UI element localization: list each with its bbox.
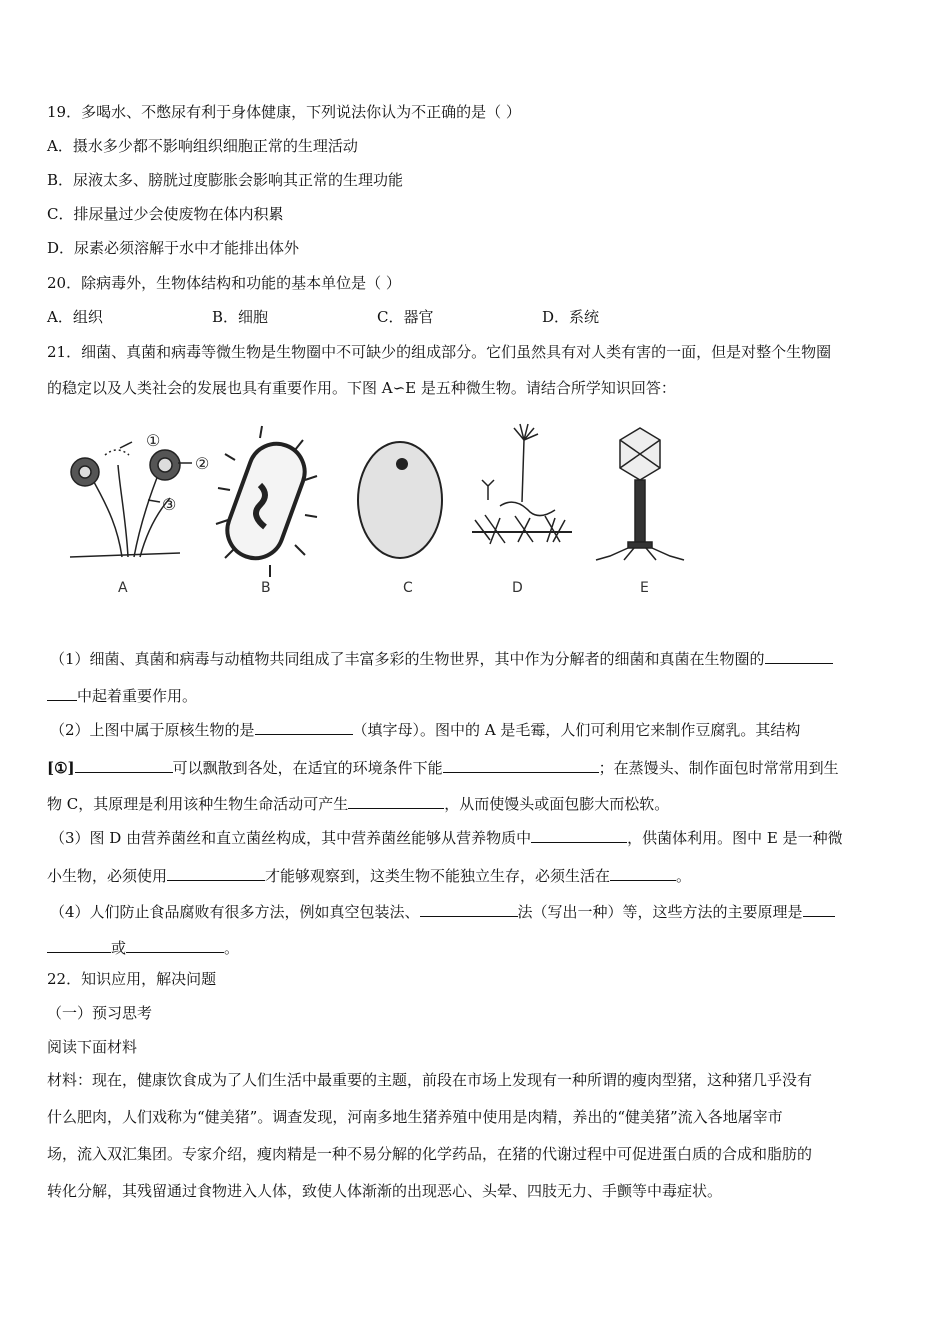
answer-blank-1a[interactable]: [765, 647, 833, 664]
q20-option-d: D．系统: [542, 308, 600, 326]
q21-part2-line3: [47, 792, 669, 814]
q22-read-label: 阅读下面材料: [47, 1038, 138, 1056]
q21-intro-line1: 21．细菌、真菌和病毒等微生物是生物圈中不可缺少的组成部分。它们虽然具有对人类有害的一面，但是对整个生物圈: [47, 343, 832, 361]
q21-part4-text-3: 或: [111, 939, 127, 957]
q21-part3-text-4: 才能够观察到，这类生物不能独立生存，必须生活在: [265, 867, 611, 885]
q21-part3-text-3: 小生物，必须使用: [47, 867, 168, 885]
answer-blank-2b[interactable]: [75, 756, 173, 773]
q22-material-line4: 转化分解，其残留通过食物进入人体，致使人体渐渐的出现恶心、头晕、四肢无力、手颤等中毒症状。: [47, 1182, 723, 1200]
q22-material-line2: 什么肥肉，人们戏称为“健美猪”。调查发现，河南多地生猪养殖中使用是肉精，养出的“健美猪”流入各地屠宰市: [47, 1108, 783, 1126]
q21-part2-text-4: ；在蒸馒头、制作面包时常常用到生: [598, 759, 839, 777]
q21-part4-text-1: （4）人们防止食品腐败有很多方法，例如真空包装法、: [50, 903, 420, 921]
q21-part2-text-6: ，从而使馒头或面包膨大而松软。: [444, 795, 670, 813]
answer-blank-1b[interactable]: [47, 684, 77, 701]
microorganism-figure: [60, 420, 720, 605]
q20-option-b: B．细胞: [212, 308, 269, 326]
answer-blank-3a[interactable]: [531, 826, 627, 843]
q21-part3-line2: [47, 864, 691, 886]
caption-c: C: [403, 580, 413, 596]
answer-blank-3b[interactable]: [167, 864, 265, 881]
q21-part3-text-5: 。: [676, 867, 692, 885]
microorganism-drawings: [60, 420, 720, 605]
q22-title: 22．知识应用，解决问题: [47, 970, 217, 988]
q21-part2-line2: [47, 756, 839, 778]
answer-blank-3c[interactable]: [610, 864, 676, 881]
answer-blank-2d[interactable]: [348, 792, 444, 809]
penicillium-drawing-d: [472, 424, 572, 544]
marker-3: ③: [162, 495, 177, 514]
q21-part3-line1: [50, 826, 843, 848]
caption-a: A: [118, 580, 128, 596]
q20-option-c: C．器官: [377, 308, 434, 326]
marker-1: ①: [146, 431, 161, 450]
q22-material-line1: 材料：现在，健康饮食成为了人们生活中最重要的主题，前段在市场上发现有一种所谓的瘦肉型猪，这种猪几乎没有: [47, 1071, 813, 1089]
q22-subtitle: （一）预习思考: [47, 1004, 153, 1022]
q21-part4-text-4: 。: [224, 939, 240, 957]
structure-marker: [①]: [47, 759, 75, 777]
q19-option-b: B．尿液太多、膀胱过度膨胀会影响其正常的生理功能: [47, 171, 404, 189]
q21-intro-line2: 的稳定以及人类社会的发展也具有重要作用。下图 A∽E 是五种微生物。请结合所学知识回答：: [47, 379, 676, 397]
q19-option-a: A．摄水多少都不影响组织细胞正常的生理活动: [47, 137, 358, 155]
q21-part1-line2: [47, 684, 197, 706]
q21-part4-line2: [47, 936, 239, 958]
answer-blank-2a[interactable]: [255, 718, 353, 735]
q22-material-line3: 场，流入双汇集团。专家介绍，瘦肉精是一种不易分解的化学药品，在猪的代谢过程中可促进蛋白质的合成和脂肪的: [47, 1145, 813, 1163]
caption-e: E: [640, 580, 649, 596]
yeast-drawing-c: [358, 442, 442, 558]
caption-b: B: [261, 580, 271, 596]
q19-option-d: D．尿素必须溶解于水中才能排出体外: [47, 239, 300, 257]
q19-stem: 19．多喝水、不憋尿有利于身体健康，下列说法你认为不正确的是（ ）: [47, 103, 521, 121]
bacterium-drawing-b: [216, 426, 317, 577]
q21-part4-line1: [50, 900, 835, 922]
answer-blank-4c[interactable]: [47, 936, 111, 953]
q21-part1-text-end: 中起着重要作用。: [77, 687, 198, 705]
q21-part2-text-2: （填字母）。图中的 A 是毛霉，人们可利用它来制作豆腐乳。其结构: [352, 721, 801, 739]
q21-part2-text-5: 物 C，其原理是利用该种生物生命活动可产生: [47, 795, 349, 813]
bacteriophage-drawing-e: [596, 428, 684, 560]
caption-d: D: [512, 580, 523, 596]
marker-2: ②: [195, 454, 210, 473]
q20-option-a: A．组织: [47, 308, 103, 326]
q21-part3-text-2: ，供菌体利用。图中 E 是一种微: [627, 829, 843, 847]
q21-part1-text: （1）细菌、真菌和病毒与动植物共同组成了丰富多彩的生物世界，其中作为分解者的细菌和真菌在生物圈的: [50, 650, 765, 668]
answer-blank-4d[interactable]: [126, 936, 224, 953]
q21-part3-text-1: （3）图 D 由营养菌丝和直立菌丝构成，其中营养菌丝能够从营养物质中: [50, 829, 532, 847]
q21-part1-line1: [50, 647, 833, 669]
q20-options: [47, 307, 599, 327]
answer-blank-4a[interactable]: [420, 900, 518, 917]
q20-stem: 20．除病毒外，生物体结构和功能的基本单位是（ ）: [47, 274, 401, 292]
answer-blank-2c[interactable]: [443, 756, 599, 773]
q19-option-c: C．排尿量过少会使废物在体内积累: [47, 205, 284, 223]
answer-blank-4b[interactable]: [803, 900, 835, 917]
q21-part4-text-2: 法（写出一种）等，这些方法的主要原理是: [517, 903, 803, 921]
q21-part2-text-1: （2）上图中属于原核生物的是: [50, 721, 255, 739]
q21-part2-line1: [50, 718, 800, 740]
q21-part2-text-3: 可以飘散到各处，在适宜的环境条件下能: [172, 759, 443, 777]
